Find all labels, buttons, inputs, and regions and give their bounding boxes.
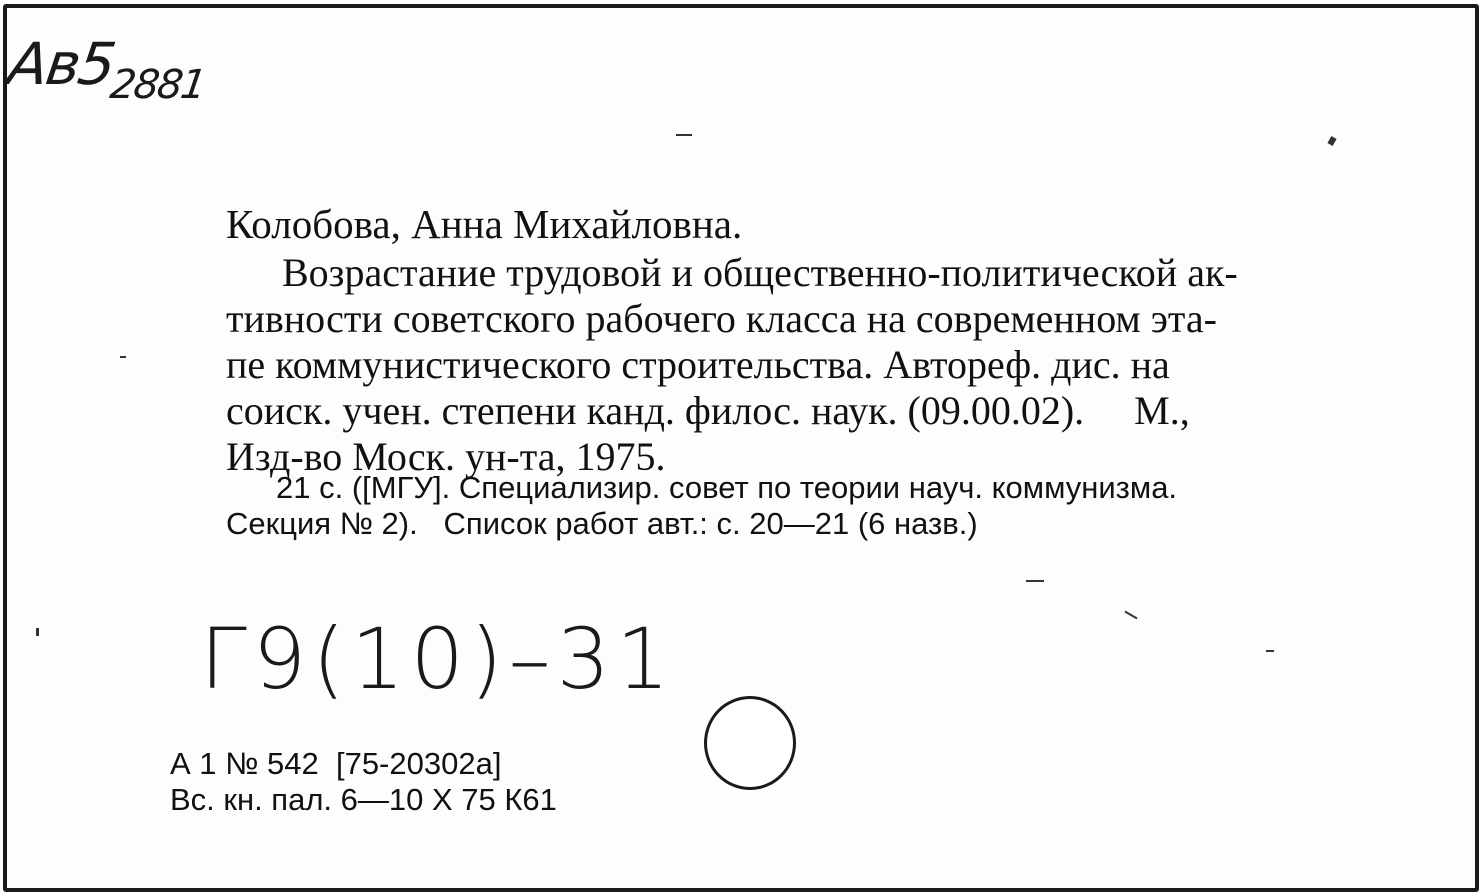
print-speck [1026, 580, 1044, 582]
notes-line: Секция № 2). Список работ авт.: с. 20—21 (6 назв.) [226, 506, 978, 541]
handwritten-shelf-mark [3, 30, 213, 108]
description-line: тивности советского рабочего класса на современном эта- [226, 296, 1217, 341]
bibliographic-description [226, 250, 1396, 480]
print-speck [36, 628, 39, 636]
description-line: Изд-во Моск. ун-та, 1975. [226, 434, 666, 479]
physical-description-notes [226, 470, 1396, 542]
description-line: Возрастание трудовой и общественно-политической ак- [282, 250, 1238, 295]
shelf-mark-number: 2881 [107, 62, 208, 108]
author-heading: Колобова, Анна Михайловна. [226, 201, 743, 247]
shelf-mark-letters: Ав5 [3, 30, 119, 98]
description-line: соиск. учен. степени канд. филос. наук. (09.00.02). М., [226, 388, 1190, 433]
code-line: А 1 № 542 [75-20302а] [170, 746, 502, 781]
registration-codes [170, 746, 557, 818]
print-speck [676, 134, 692, 136]
punch-hole [704, 696, 796, 790]
print-speck [1266, 650, 1274, 652]
code-line: Вс. кн. пал. 6—10 X 75 К61 [170, 782, 557, 817]
description-line: пе коммунистического строительства. Автореф. дис. на [226, 342, 1170, 387]
notes-line: 21 с. ([МГУ]. Специализир. совет по теории науч. коммунизма. [276, 470, 1178, 505]
handwritten-classification: Г9(10)–31 [200, 610, 676, 708]
print-speck [120, 356, 126, 358]
